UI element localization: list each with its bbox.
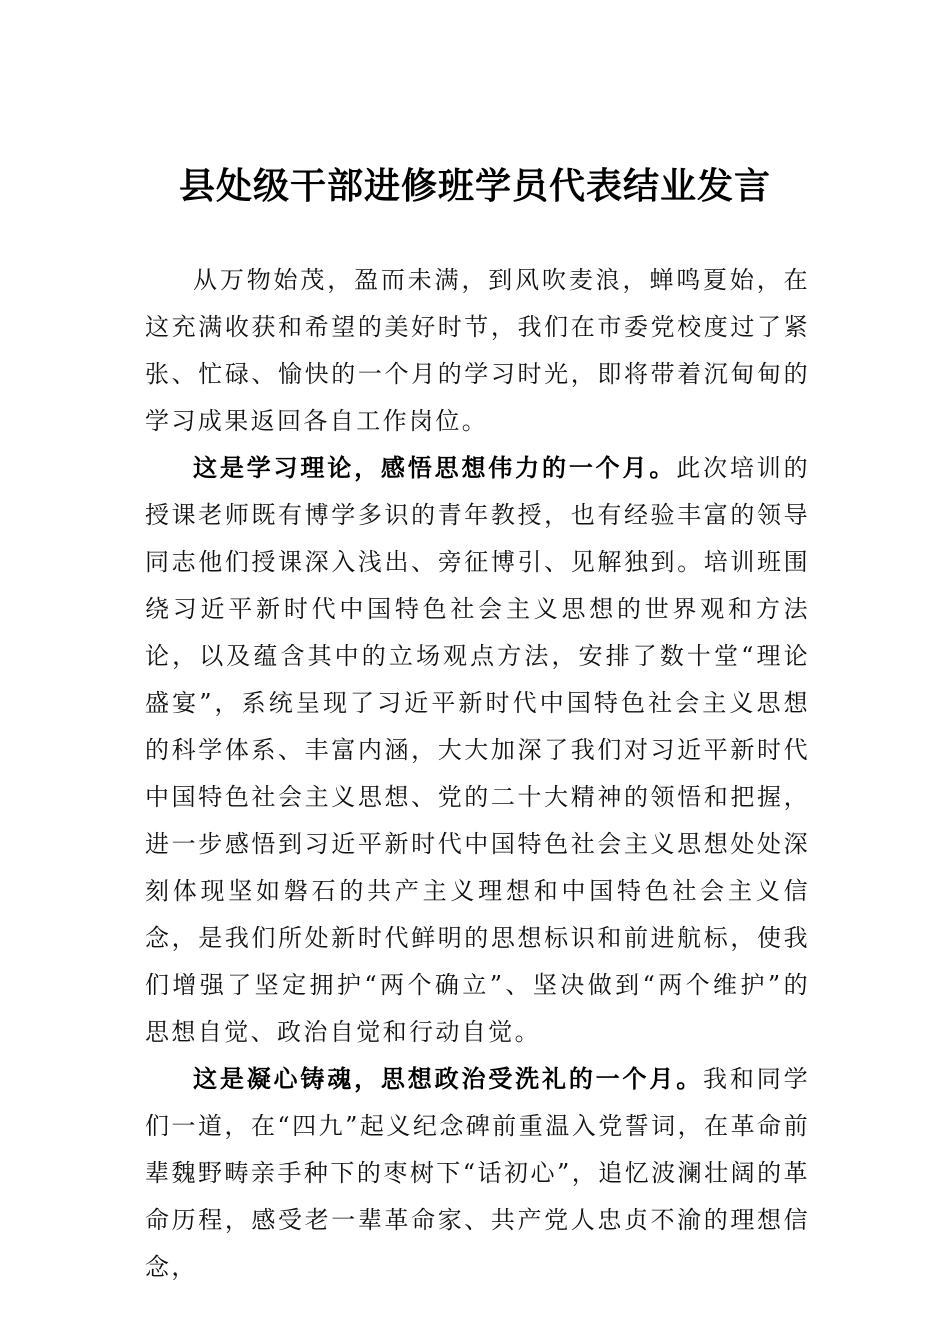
paragraph-soul-lead: 这是凝心铸魂，思想政治受洗礼的一个月。 — [193, 1065, 704, 1093]
paragraph-theory-text: 此次培训的授课老师既有博学多识的青年教授，也有经验丰富的领导同志他们授课深入浅出、旁征博引、见解独到。培训班围绕习近平新时代中国特色社会主义思想的世界观和方法论，以及蕴含其中的立场观点方法，安排了数十堂“理论盛宴”，系统呈现了习近平新时代中国特色社会主义思想的科学体系、丰富内涵，大大加深了我们对习近平新时代中国特色社会主义思想、党的二十大精神的领悟和把握，进一步感悟到习近平新时代中国特色社会主义思想处处深刻体现坚如磐石的共产主义理想和中国特色社会主义信念，是我们所处新时代鲜明的思想标识和前进航标，使我们增强了坚定拥护“两个确立”、坚决做到“两个维护”的思想自觉、政治自觉和行动自觉。 — [145, 454, 810, 1046]
paragraph-intro — [145, 257, 810, 445]
paragraph-soul-text: 我和同学们一道，在“四九”起义纪念碑前重温入党誓词，在革命前辈魏野畴亲手种下的枣树下“话初心”，追忆波澜壮阔的革命历程，感受老一辈革命家、共产党人忠贞不渝的理想信念， — [145, 1065, 810, 1281]
paragraph-intro-text: 从万物始茂，盈而未满，到风吹麦浪，蝉鸣夏始，在这充满收获和希望的美好时节，我们在市委党校度过了紧张、忙碌、愉快的一个月的学习时光，即将带着沉甸甸的学习成果返回各自工作岗位。 — [145, 266, 810, 435]
paragraph-soul — [145, 1056, 810, 1291]
document-body — [145, 257, 810, 1291]
paragraph-theory — [145, 445, 810, 1056]
document-title: 县处级干部进修班学员代表结业发言 — [178, 165, 771, 207]
paragraph-theory-lead: 这是学习理论，感悟思想伟力的一个月。 — [193, 454, 677, 482]
